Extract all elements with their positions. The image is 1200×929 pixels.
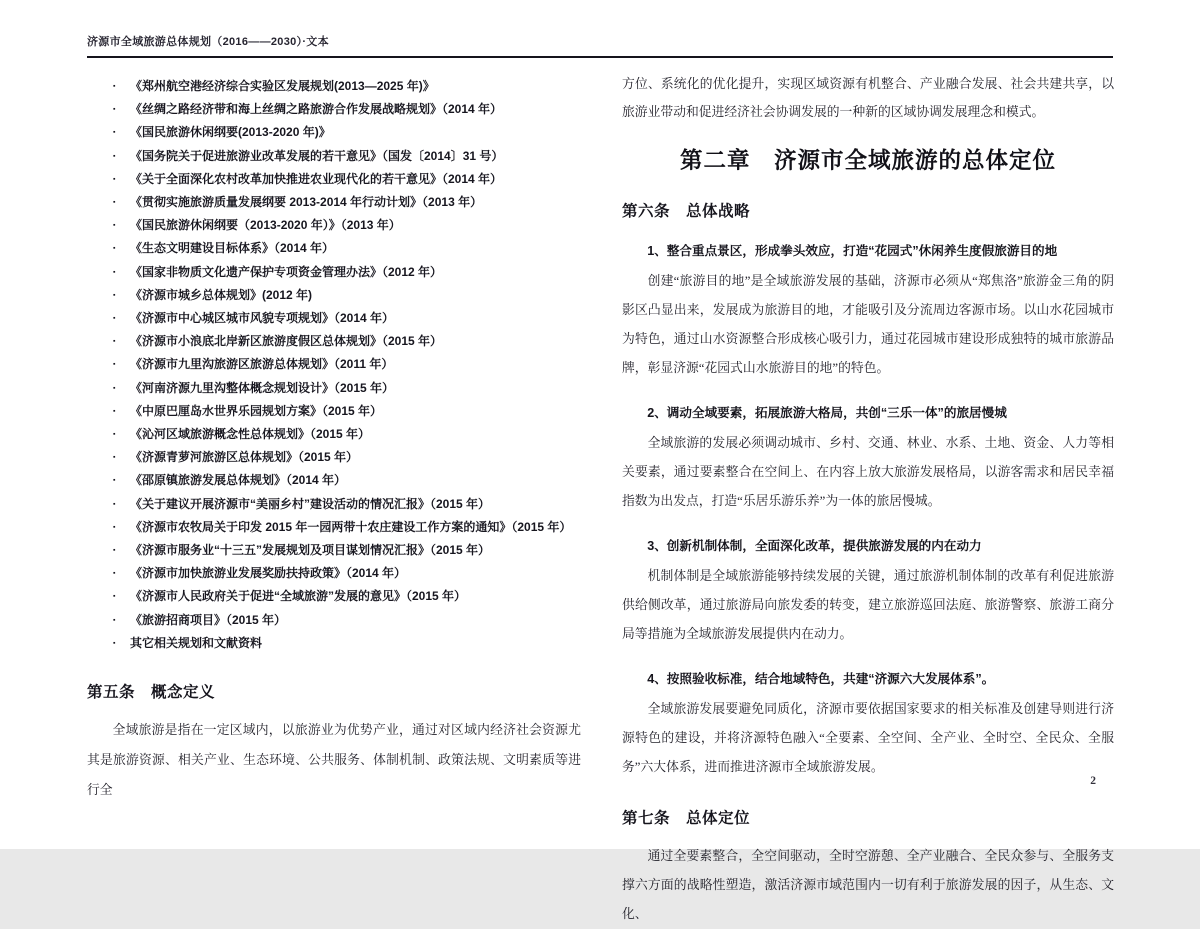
reference-title: 《河南济源九里沟整体概念规划设计》（2015 年） [130, 380, 395, 395]
square-bullet-icon: ▪ [113, 129, 116, 137]
reference-list-item [87, 75, 581, 98]
reference-title: 《丝绸之路经济带和海上丝绸之路旅游合作发展战略规划》（2014 年） [130, 102, 503, 117]
section7-heading: 第七条 总体定位 [622, 810, 751, 827]
right-column [622, 70, 1114, 929]
intro-paragraph: 方位、系统化的优化提升，实现区域资源有机整合、产业融合发展、社会共建共享，以旅游业带动和促进经济社会协调发展的一种新的区域协调发展理念和模式。 [622, 77, 1114, 119]
reference-title: 《关于全面深化农村改革加快推进农业现代化的若干意见》（2014 年） [130, 171, 503, 186]
square-bullet-icon: ▪ [113, 384, 116, 392]
reference-list-item [87, 330, 581, 353]
square-bullet-icon: ▪ [113, 268, 116, 276]
reference-list-item [87, 539, 581, 562]
reference-title: 《国家非物质文化遗产保护专项资金管理办法》（2012 年） [130, 264, 443, 279]
reference-list-item [87, 307, 581, 330]
reference-title: 《旅游招商项目》（2015 年） [130, 612, 287, 627]
reference-list-item [87, 585, 581, 608]
reference-title: 《济源市九里沟旅游区旅游总体规划》（2011 年） [130, 357, 394, 372]
square-bullet-icon: ▪ [113, 291, 116, 299]
reference-title: 《济源市农牧局关于印发 2015 年一园两带十农庄建设工作方案的通知》（2015 年） [130, 519, 572, 534]
reference-list-item [87, 168, 581, 191]
section5-heading: 第五条 概念定义 [87, 684, 216, 702]
section5-paragraph: 全域旅游是指在一定区域内，以旅游业为优势产业，通过对区域内经济社会资源尤其是旅游资源、相关产业、生态环境、公共服务、体制机制、政策法规、文明素质等进行全 [87, 723, 581, 798]
section7-paragraph: 通过全要素整合，全空间驱动，全时空游憩、全产业融合、全民众参与、全服务支撑六方面的战略性塑造，激活济源市域范围内一切有利于旅游发展的因子，从生态、文化、 [622, 849, 1114, 921]
square-bullet-icon: ▪ [113, 593, 116, 601]
reference-title: 《济源市人民政府关于促进“全域旅游”发展的意见》（2015 年） [130, 589, 467, 604]
reference-title: 《国民旅游休闲纲要（2013-2020 年）》（2013 年） [130, 218, 401, 233]
reference-title: 《国民旅游休闲纲要(2013-2020 年)》 [130, 125, 331, 140]
reference-title: 其它相关规划和文献资料 [130, 635, 263, 650]
square-bullet-icon: ▪ [113, 315, 116, 323]
square-bullet-icon: ▪ [113, 338, 116, 346]
reference-list-item [87, 353, 581, 376]
reference-list-item [87, 423, 581, 446]
reference-list-item [87, 493, 581, 516]
reference-title: 《济源市中心城区城市风貌专项规划》（2014 年） [130, 311, 395, 326]
strategy-item-title: 3、创新机制体制，全面深化改革，提供旅游发展的内在动力 [647, 539, 982, 553]
reference-title: 《关于建议开展济源市“美丽乡村”建设活动的情况汇报》（2015 年） [130, 496, 491, 511]
page-header [87, 33, 1113, 58]
reference-list-item [87, 516, 581, 539]
reference-title: 《贯彻实施旅游质量发展纲要 2013-2014 年行动计划》（2013 年） [130, 195, 483, 210]
strategy-item [622, 402, 1114, 516]
reference-title: 《郑州航空港经济综合实验区发展规划(2013—2025 年)》 [130, 79, 435, 93]
reference-title: 《沁河区域旅游概念性总体规划》（2015 年） [130, 427, 371, 442]
reference-title: 《中原巴厘岛水世界乐园规划方案》（2015 年） [130, 403, 383, 418]
square-bullet-icon: ▪ [113, 547, 116, 555]
square-bullet-icon: ▪ [113, 407, 116, 415]
document-title: 济源市全域旅游总体规划（2016——2030）·文本 [87, 36, 329, 48]
reference-title: 《济源市服务业“十三五”发展规划及项目谋划情况汇报》（2015 年） [130, 543, 491, 558]
square-bullet-icon: ▪ [113, 639, 116, 647]
reference-title: 《国务院关于促进旅游业改革发展的若干意见》（国发〔2014〕31 号） [130, 148, 504, 163]
square-bullet-icon: ▪ [113, 477, 116, 485]
reference-title: 《济源市小浪底北岸新区旅游度假区总体规划》（2015 年） [130, 334, 443, 349]
reference-list-item [87, 284, 581, 307]
strategy-item-body: 全域旅游发展要避免同质化，济源市要依据国家要求的相关标准及创建导则进行济源特色的建设，并将济源特色融入“全要素、全空间、全产业、全时空、全民众、全服务”六大体系，进而推进济源市全域旅游发展。 [622, 702, 1114, 774]
reference-title: 《济源青萝河旅游区总体规划》（2015 年） [130, 450, 359, 465]
strategy-item-title: 1、整合重点景区，形成拳头效应，打造“花园式”休闲养生度假旅游目的地 [647, 244, 1058, 258]
square-bullet-icon: ▪ [113, 616, 116, 624]
strategy-item [622, 535, 1114, 649]
strategy-item-title: 4、按照验收标准，结合地域特色，共建“济源六大发展体系”。 [647, 672, 995, 686]
square-bullet-icon: ▪ [113, 500, 116, 508]
reference-list-item [87, 446, 581, 469]
reference-list-item [87, 377, 581, 400]
chapter-heading: 第二章 济源市全域旅游的总体定位 [679, 148, 1056, 173]
page-content [87, 70, 1114, 929]
reference-list-item [87, 191, 581, 214]
square-bullet-icon: ▪ [113, 152, 116, 160]
reference-list-item [87, 261, 581, 284]
square-bullet-icon: ▪ [113, 454, 116, 462]
square-bullet-icon: ▪ [113, 222, 116, 230]
reference-list-item [87, 469, 581, 492]
strategy-item-body: 机制体制是全域旅游能够持续发展的关键，通过旅游机制体制的改革有利促进旅游供给侧改革，通过旅游局向旅发委的转变，建立旅游巡回法庭、旅游警察、旅游工商分局等措施为全域旅游发展提供内在动力。 [622, 569, 1114, 641]
square-bullet-icon: ▪ [113, 570, 116, 578]
reference-list-item [87, 400, 581, 423]
strategy-item-body: 创建“旅游目的地”是全域旅游发展的基础，济源市必须从“郑焦洛”旅游金三角的阴影区凸显出来，发展成为旅游目的地，才能吸引及分流周边客源市场。以山水花园城市为特色，通过山水资源整合形成核心吸引力，通过花园城市建设形成独特的城市旅游品牌，彰显济源“花园式山水旅游目的地”的特色。 [622, 274, 1114, 375]
left-column [87, 70, 581, 929]
reference-list-item [87, 214, 581, 237]
strategy-item-title: 2、调动全域要素，拓展旅游大格局，共创“三乐一体”的旅居慢城 [647, 406, 1007, 420]
reference-list-item [87, 632, 581, 655]
square-bullet-icon: ▪ [113, 175, 116, 183]
strategy-item-body: 全域旅游的发展必须调动城市、乡村、交通、林业、水系、土地、资金、人力等相关要素，通过要素整合在空间上、在内容上放大旅游发展格局，以游客需求和居民幸福指数为出发点，打造“乐居乐游乐养”为一体的旅居慢城。 [622, 436, 1114, 508]
reference-title: 《济源市加快旅游业发展奖励扶持政策》（2014 年） [130, 566, 407, 581]
reference-list-item [87, 609, 581, 632]
reference-list [87, 75, 581, 655]
section6-items [622, 240, 1114, 782]
square-bullet-icon: ▪ [113, 431, 116, 439]
square-bullet-icon: ▪ [113, 361, 116, 369]
square-bullet-icon: ▪ [113, 245, 116, 253]
reference-list-item [87, 145, 581, 168]
reference-list-item [87, 98, 581, 121]
section6-heading: 第六条 总体战略 [622, 203, 751, 220]
reference-title: 《济源市城乡总体规划》(2012 年) [130, 287, 313, 302]
reference-list-item [87, 237, 581, 260]
strategy-item [622, 668, 1114, 782]
reference-title: 《邵原镇旅游发展总体规划》（2014 年） [130, 473, 347, 488]
strategy-item [622, 240, 1114, 383]
square-bullet-icon: ▪ [113, 523, 116, 531]
reference-list-item [87, 121, 581, 144]
page-number: 2 [1090, 775, 1096, 787]
square-bullet-icon: ▪ [113, 106, 116, 114]
square-bullet-icon: ▪ [113, 199, 116, 207]
square-bullet-icon: ▪ [113, 83, 116, 90]
reference-list-item [87, 562, 581, 585]
reference-title: 《生态文明建设目标体系》（2014 年） [130, 241, 335, 256]
